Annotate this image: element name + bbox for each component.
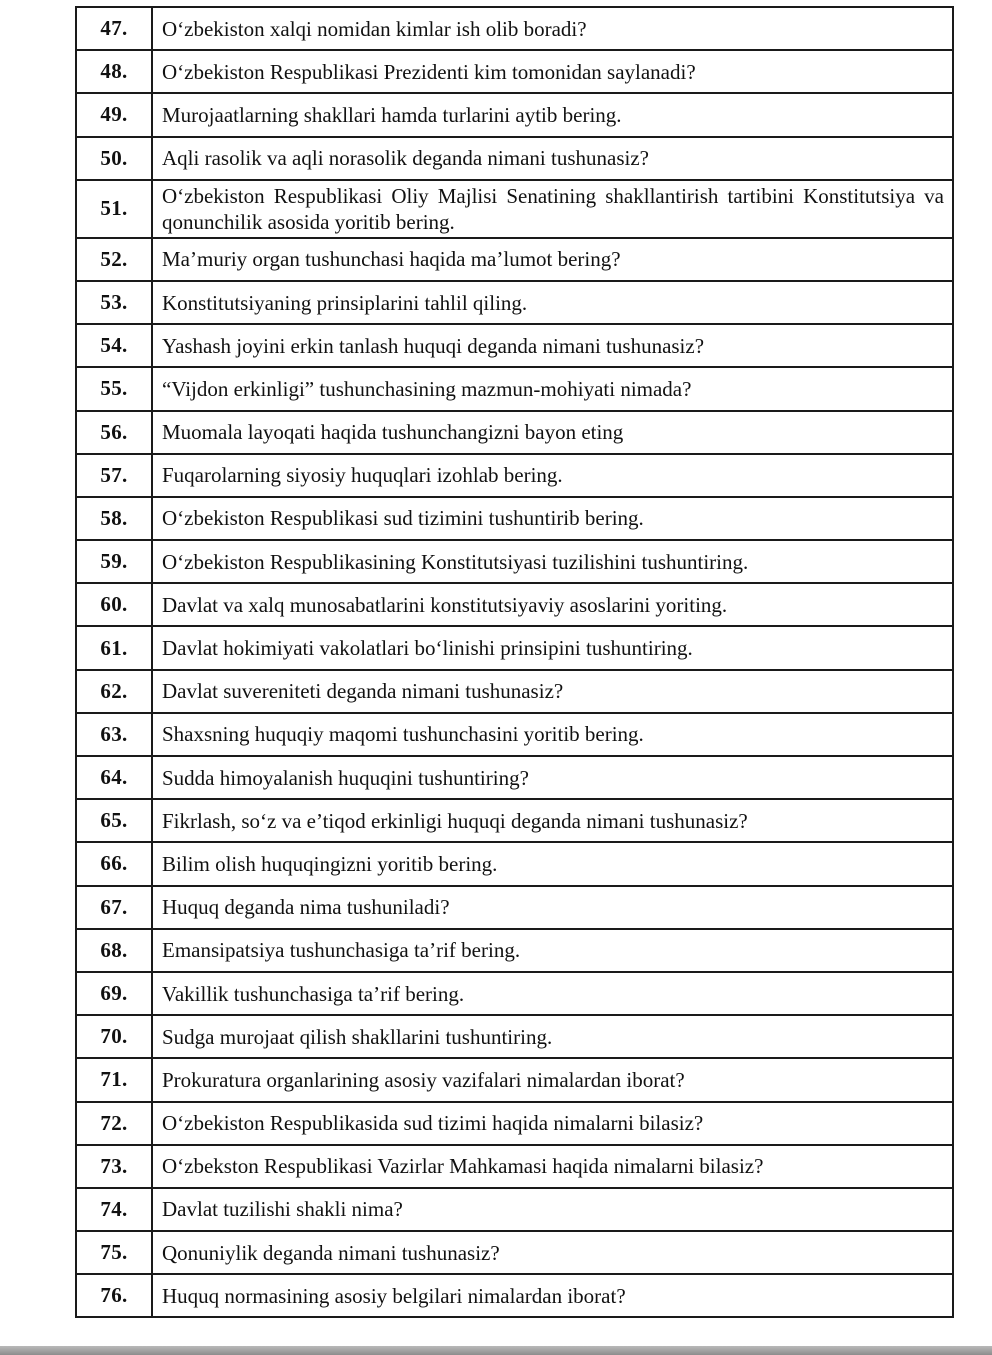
- table-row: [76, 367, 953, 410]
- question-number: 49.: [76, 93, 152, 136]
- question-text: “Vijdon erkinligi” tushunchasining mazmun-mohiyati nimada?: [152, 367, 953, 410]
- question-number: 69.: [76, 972, 152, 1015]
- question-number: 75.: [76, 1231, 152, 1274]
- page-bottom-edge: [0, 1346, 992, 1355]
- question-number: 74.: [76, 1188, 152, 1231]
- question-number: 59.: [76, 540, 152, 583]
- question-text: Murojaatlarning shakllari hamda turlarini aytib bering.: [152, 93, 953, 136]
- table-row: [76, 886, 953, 929]
- table-row: [76, 626, 953, 669]
- question-number: 60.: [76, 583, 152, 626]
- question-text: Emansipatsiya tushunchasiga ta’rif bering.: [152, 929, 953, 972]
- question-number: 57.: [76, 454, 152, 497]
- table-row: [76, 972, 953, 1015]
- question-text: Davlat va xalq munosabatlarini konstitutsiyaviy asoslarini yoriting.: [152, 583, 953, 626]
- question-text: Davlat hokimiyati vakolatlari bo‘linishi prinsipini tushuntiring.: [152, 626, 953, 669]
- question-number: 63.: [76, 713, 152, 756]
- table-row: [76, 1274, 953, 1317]
- question-number: 53.: [76, 281, 152, 324]
- question-text: Ma’muriy organ tushunchasi haqida ma’lumot bering?: [152, 238, 953, 281]
- table-row: [76, 324, 953, 367]
- question-number: 72.: [76, 1102, 152, 1145]
- table-row: [76, 583, 953, 626]
- table-row: [76, 93, 953, 136]
- table-row: [76, 1015, 953, 1058]
- table-row: [76, 1102, 953, 1145]
- question-text: O‘zbekiston Respublikasi sud tizimini tushuntirib bering.: [152, 497, 953, 540]
- question-text: Muomala layoqati haqida tushunchangizni bayon eting: [152, 411, 953, 454]
- question-number: 48.: [76, 50, 152, 93]
- table-row: [76, 929, 953, 972]
- question-number: 51.: [76, 180, 152, 238]
- question-text: Huquq normasining asosiy belgilari nimalardan iborat?: [152, 1274, 953, 1317]
- table-row: [76, 454, 953, 497]
- question-text: O‘zbekiston Respublikasida sud tizimi haqida nimalarni bilasiz?: [152, 1102, 953, 1145]
- question-text: Konstitutsiyaning prinsiplarini tahlil qiling.: [152, 281, 953, 324]
- question-number: 61.: [76, 626, 152, 669]
- table-row: [76, 1058, 953, 1101]
- question-number: 65.: [76, 799, 152, 842]
- question-text: Davlat tuzilishi shakli nima?: [152, 1188, 953, 1231]
- table-row: [76, 670, 953, 713]
- question-text: O‘zbekiston Respublikasi Prezidenti kim tomonidan saylanadi?: [152, 50, 953, 93]
- question-text: Sudga murojaat qilish shakllarini tushuntiring.: [152, 1015, 953, 1058]
- question-text: Aqli rasolik va aqli norasolik deganda nimani tushunasiz?: [152, 137, 953, 180]
- question-number: 66.: [76, 842, 152, 885]
- table-row: [76, 281, 953, 324]
- question-number: 67.: [76, 886, 152, 929]
- question-number: 76.: [76, 1274, 152, 1317]
- questions-table: [75, 6, 954, 1318]
- question-text: O‘zbekiston xalqi nomidan kimlar ish olib boradi?: [152, 7, 953, 50]
- table-row: [76, 756, 953, 799]
- table-row: [76, 1231, 953, 1274]
- table-row: [76, 180, 953, 238]
- table-row: [76, 50, 953, 93]
- table-row: [76, 540, 953, 583]
- table-row: [76, 411, 953, 454]
- table-row: [76, 1145, 953, 1188]
- table-row: [76, 799, 953, 842]
- question-text: Yashash joyini erkin tanlash huquqi deganda nimani tushunasiz?: [152, 324, 953, 367]
- question-number: 50.: [76, 137, 152, 180]
- question-text: O‘zbekston Respublikasi Vazirlar Mahkamasi haqida nimalarni bilasiz?: [152, 1145, 953, 1188]
- question-text: Sudda himoyalanish huquqini tushuntiring?: [152, 756, 953, 799]
- question-number: 70.: [76, 1015, 152, 1058]
- question-number: 68.: [76, 929, 152, 972]
- question-number: 64.: [76, 756, 152, 799]
- question-text: Fuqarolarning siyosiy huquqlari izohlab bering.: [152, 454, 953, 497]
- question-number: 71.: [76, 1058, 152, 1101]
- question-text: Fikrlash, so‘z va e’tiqod erkinligi huquqi deganda nimani tushunasiz?: [152, 799, 953, 842]
- question-number: 62.: [76, 670, 152, 713]
- table-row: [76, 497, 953, 540]
- question-text: Prokuratura organlarining asosiy vazifalari nimalardan iborat?: [152, 1058, 953, 1101]
- table-row: [76, 842, 953, 885]
- question-text: Shaxsning huquqiy maqomi tushunchasini yoritib bering.: [152, 713, 953, 756]
- question-text: Huquq deganda nima tushuniladi?: [152, 886, 953, 929]
- table-row: [76, 137, 953, 180]
- question-text: Davlat suvereniteti deganda nimani tushunasiz?: [152, 670, 953, 713]
- question-number: 58.: [76, 497, 152, 540]
- table-row: [76, 238, 953, 281]
- table-row: [76, 713, 953, 756]
- question-text: Bilim olish huquqingizni yoritib bering.: [152, 842, 953, 885]
- question-number: 52.: [76, 238, 152, 281]
- question-text: Vakillik tushunchasiga ta’rif bering.: [152, 972, 953, 1015]
- question-number: 55.: [76, 367, 152, 410]
- question-text: O‘zbekiston Respublikasining Konstitutsiyasi tuzilishini tushuntiring.: [152, 540, 953, 583]
- table-row: [76, 7, 953, 50]
- table-row: [76, 1188, 953, 1231]
- question-number: 56.: [76, 411, 152, 454]
- question-number: 47.: [76, 7, 152, 50]
- question-number: 54.: [76, 324, 152, 367]
- question-text: Qonuniylik deganda nimani tushunasiz?: [152, 1231, 953, 1274]
- question-number: 73.: [76, 1145, 152, 1188]
- question-text: O‘zbekiston Respublikasi Oliy Majlisi Senatining shakllantirish tartibini Konstitutsiya va qonunchilik asosida yoritib bering.: [152, 180, 953, 238]
